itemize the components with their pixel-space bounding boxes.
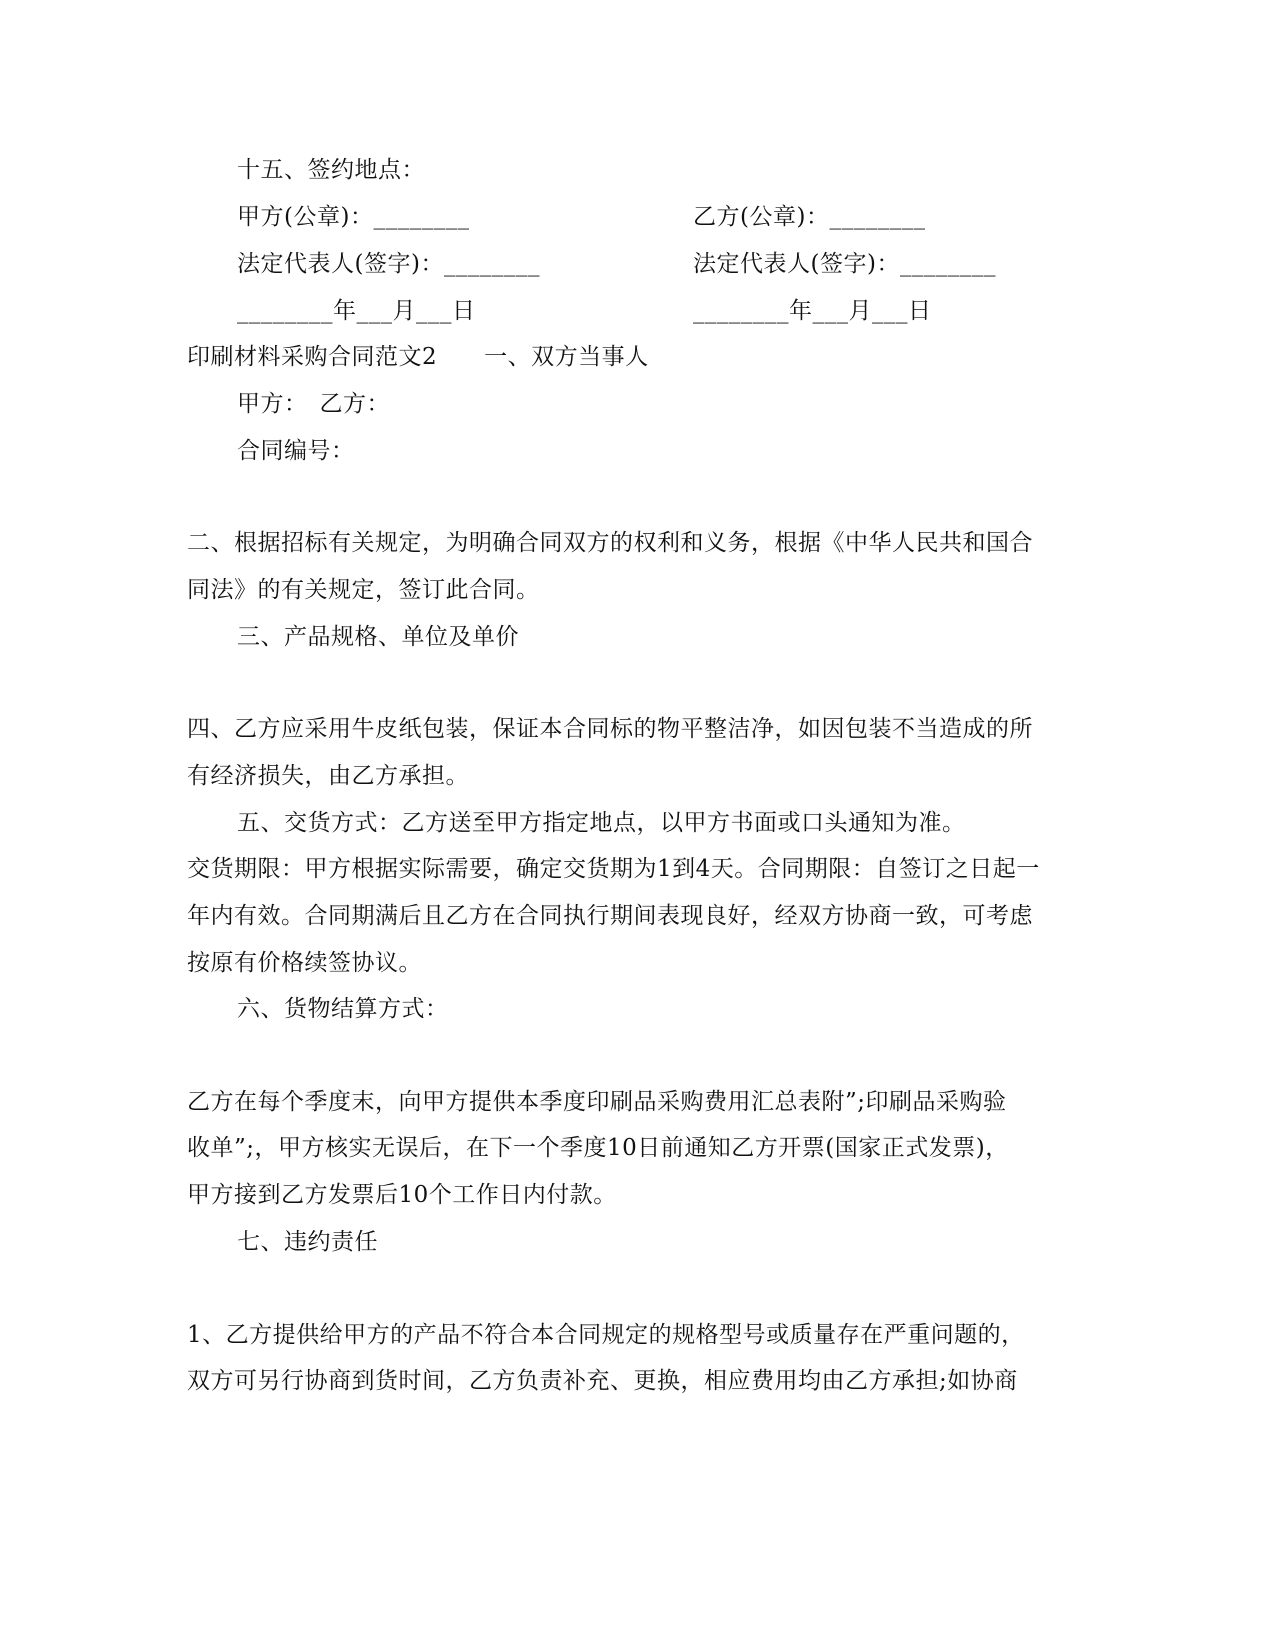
section-15-heading: 十五、签约地点： <box>237 157 425 183</box>
delivery-term-line-2: 年内有效。合同期满后且乙方在合同执行期间表现良好，经双方协商一致，可考虑 <box>187 903 1033 929</box>
section-2-line-2: 同法》的有关规定，签订此合同。 <box>187 577 540 603</box>
section-6-heading: 六、货物结算方式： <box>237 996 449 1022</box>
settlement-line-2: 收单”;，甲方核实无误后，在下一个季度10日前通知乙方开票(国家正式发票)， <box>187 1135 1009 1161</box>
section-4-line-1: 四、乙方应采用牛皮纸包装，保证本合同标的物平整洁净，如因包装不当造成的所 <box>187 716 1033 742</box>
section-3-heading: 三、产品规格、单位及单价 <box>237 624 519 650</box>
breach-clause-line-2: 双方可另行协商到货时间，乙方负责补充、更换，相应费用均由乙方承担;如协商 <box>187 1368 1018 1394</box>
party-b-seal-line: 乙方(公章)：________ <box>693 204 926 230</box>
delivery-term-line-1: 交货期限：甲方根据实际需要，确定交货期为1到4天。合同期限：自签订之日起一 <box>187 856 1040 882</box>
delivery-term-line-3: 按原有价格续签协议。 <box>187 950 422 976</box>
party-b-date-line: ________年___月___日 <box>693 298 932 324</box>
settlement-line-3: 甲方接到乙方发票后10个工作日内付款。 <box>187 1182 617 1208</box>
party-a-date-line: ________年___月___日 <box>237 298 476 324</box>
section-4-line-2: 有经济损失，由乙方承担。 <box>187 763 469 789</box>
party-a-seal-line: 甲方(公章)：________ <box>237 204 470 230</box>
parties-line: 甲方： 乙方： <box>237 391 390 417</box>
section-2-line-1: 二、根据招标有关规定，为明确合同双方的权利和义务，根据《中华人民共和国合 <box>187 530 1033 556</box>
section-5-heading: 五、交货方式：乙方送至甲方指定地点，以甲方书面或口头通知为准。 <box>237 810 966 836</box>
party-b-representative-line: 法定代表人(签字)：________ <box>693 251 996 277</box>
breach-clause-line-1: 1、乙方提供给甲方的产品不符合本合同规定的规格型号或质量存在严重问题的， <box>187 1322 1025 1348</box>
section-7-heading: 七、违约责任 <box>237 1229 378 1255</box>
settlement-line-1: 乙方在每个季度末，向甲方提供本季度印刷品采购费用汇总表附”;印刷品采购验 <box>187 1089 1007 1115</box>
contract-number-line: 合同编号： <box>237 438 355 464</box>
party-a-representative-line: 法定代表人(签字)：________ <box>237 251 540 277</box>
contract-2-title: 印刷材料采购合同范文2 一、双方当事人 <box>187 344 649 370</box>
